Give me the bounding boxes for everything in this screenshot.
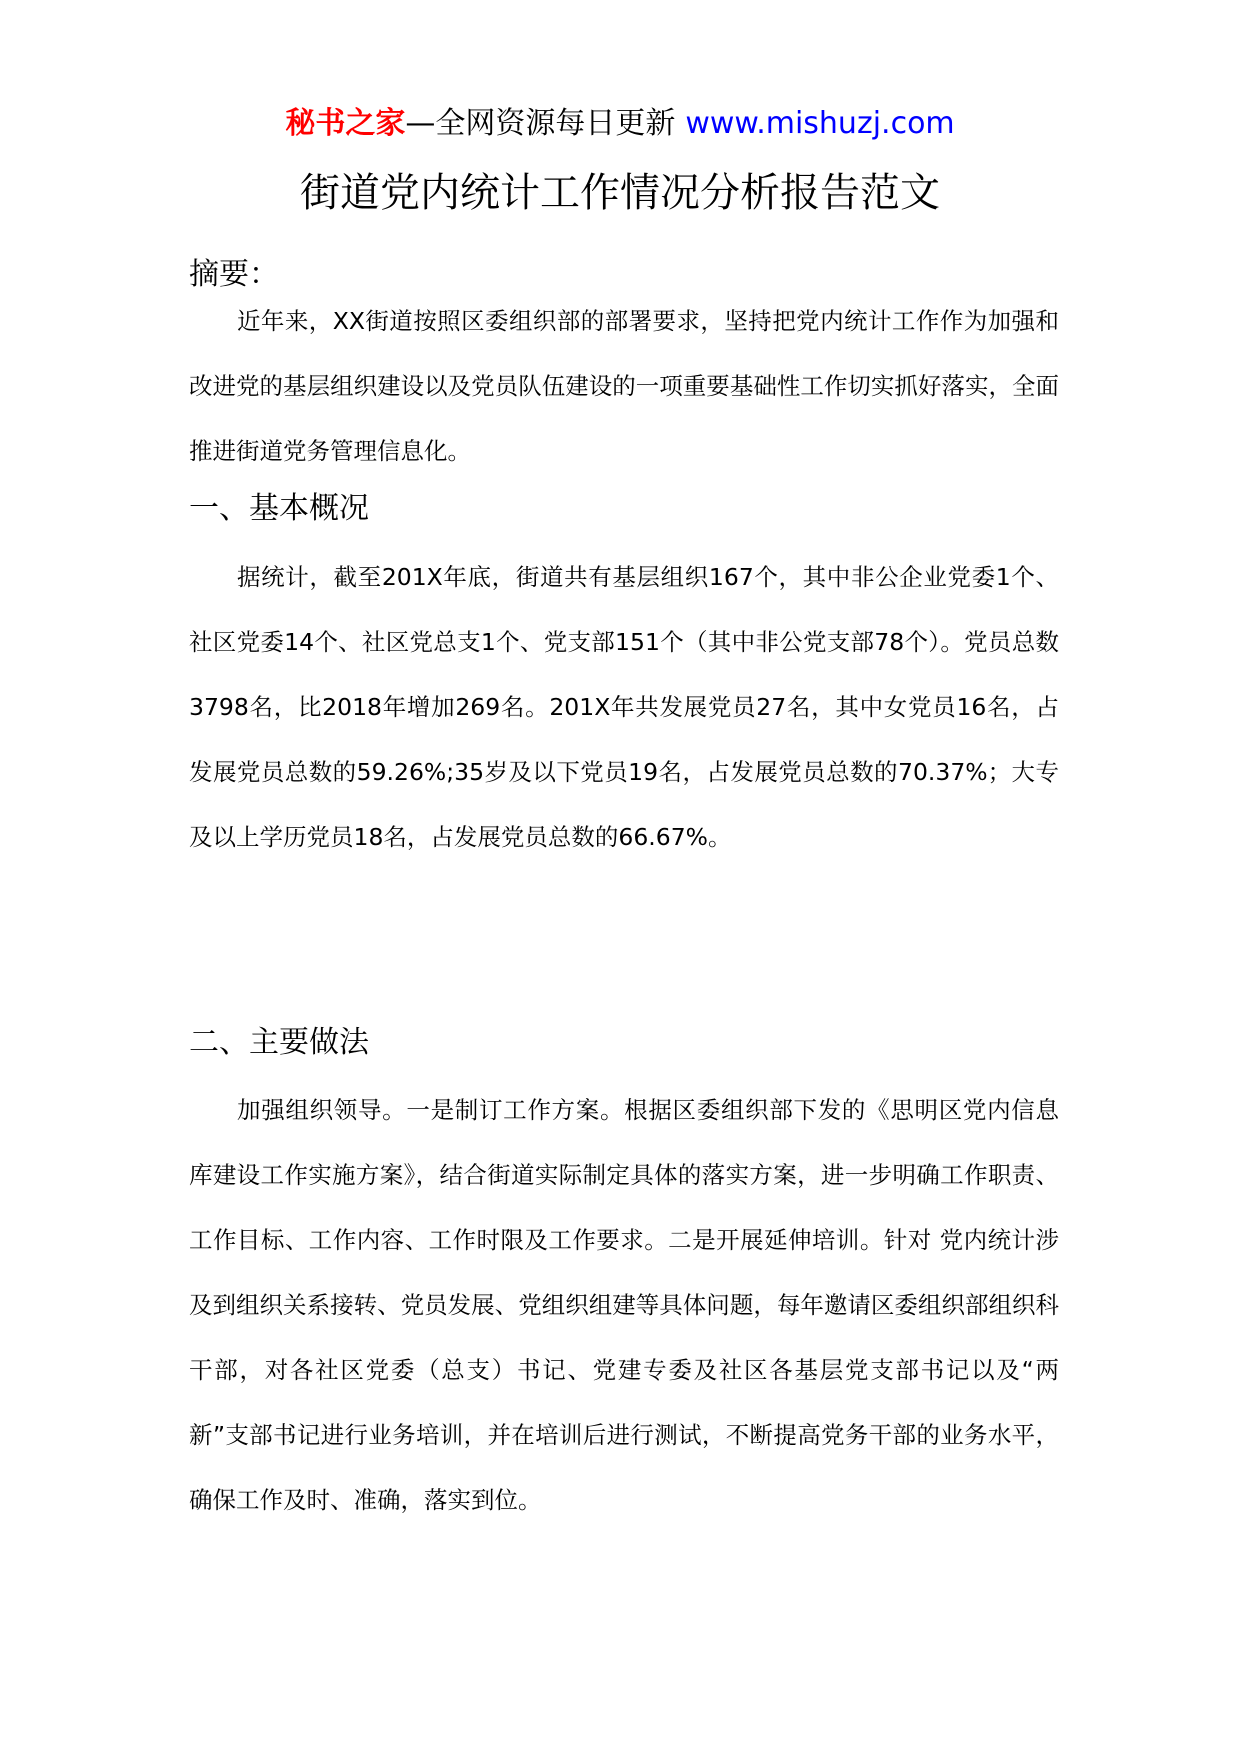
site-url-link[interactable]: www.mishuzj.com — [685, 106, 955, 141]
section-paragraph-practices: 加强组织领导。一是制订工作方案。根据区委组织部下发的《思明区党内信息库建设工作实施方案》，结合街道实际制定具体的落实方案，进一步明确工作职责、工作目标、工作内容、工作时限及工作要求。二是开展延伸培训。针对 党内统计涉及到组织关系接转、党员发展、党组织组建等具体问题，每年邀请区委组织部组织科干部，对各社区党委（总支）书记、党建专委及社区各基层党支部书记以及“两新”支部书记进行业务培训，并在培训后进行测试，不断提高党务干部的业务水平，确保工作及时、准确，落实到位。 — [189, 1096, 1059, 1514]
brand-name: 秘书之家 — [285, 106, 406, 141]
abstract-paragraph: 近年来，XX街道按照区委组织部的部署要求，坚持把党内统计工作作为加强和改进党的基层组织建设以及党员队伍建设的一项重要基础性工作切实抓好落实，全面推进街道党务管理信息化。 — [189, 307, 1059, 465]
section-paragraph-overview: 据统计，截至201X年底，街道共有基层组织167个，其中非公企业党委1个、社区党委14个、社区党总支1个、党支部151个（其中非公党支部78个）。党员总数3798名，比2018年增加269名。201X年共发展党员27名，其中女党员16名，占发展党员总数的59.26%;35岁及以下党员19名，占发展党员总数的70.37%；大专及以上学历党员18名，占发展党员总数的66.67%。 — [189, 563, 1059, 851]
section-heading-overview: 一、基本概况 — [189, 491, 369, 526]
header-tagline: —全网资源每日更新 — [405, 106, 676, 141]
document-title: 街道党内统计工作情况分析报告范文 — [300, 170, 940, 216]
abstract-heading: 摘要： — [189, 257, 279, 292]
section-heading-practices: 二、主要做法 — [189, 1025, 369, 1060]
site-header — [0, 104, 1240, 144]
